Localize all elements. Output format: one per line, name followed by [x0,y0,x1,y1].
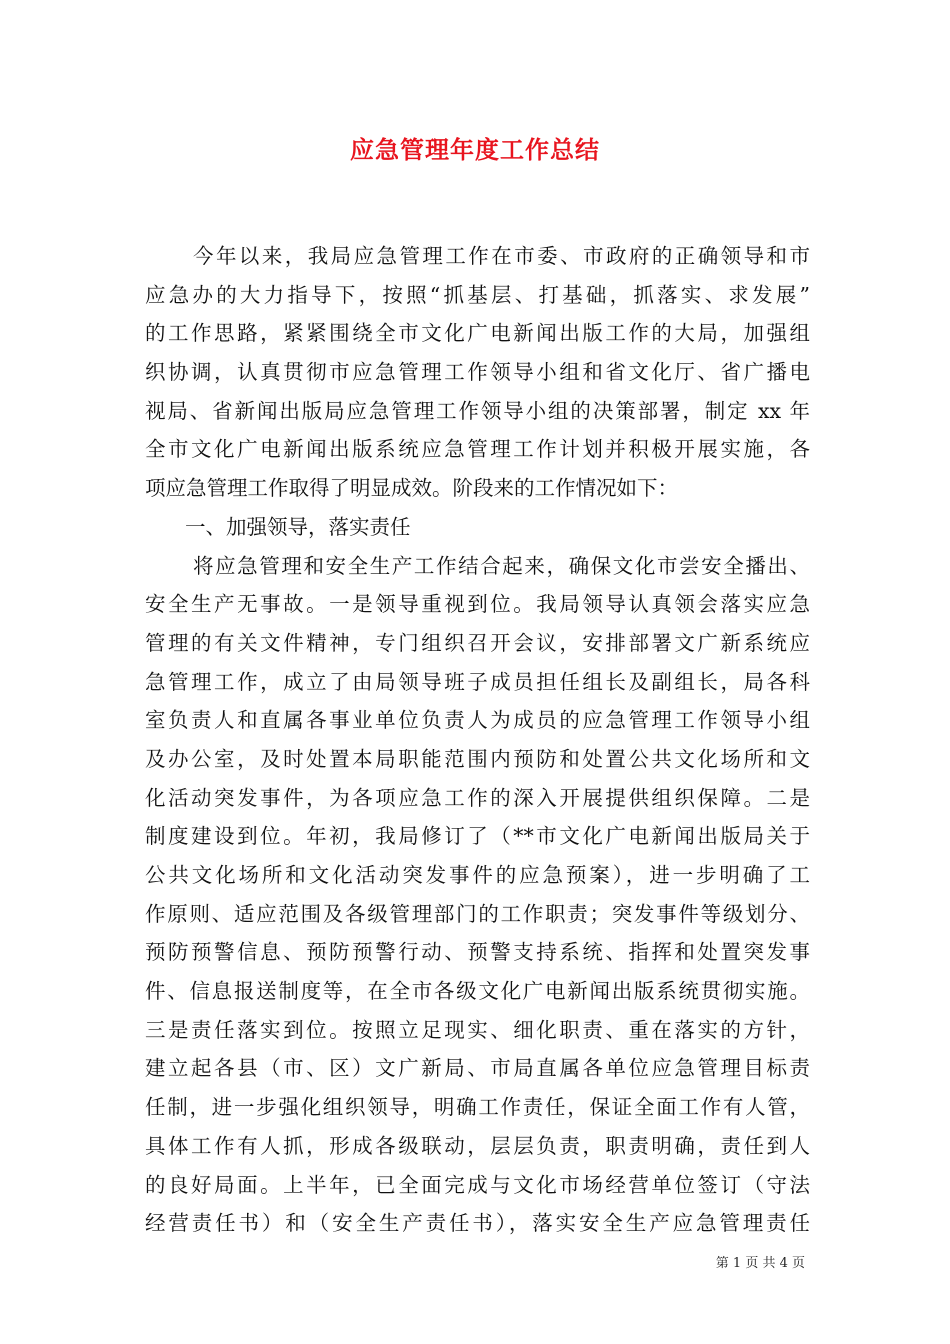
body-line: 三是责任落实到位。按照立足现实、细化职责、重在落实的方针， [145,1017,810,1042]
section-heading: 一、加强领导，落实责任 [185,514,411,539]
body-line: 作原则、适应范围及各级管理部门的工作职责；突发事件等级划分、 [145,901,810,926]
body-line: 急管理工作，成立了由局领导班子成员担任组长及副组长，局各科 [145,669,810,694]
body-line: 件、信息报送制度等，在全市各级文化广电新闻出版系统贯彻实施。 [145,979,810,1004]
body-line: 室负责人和直属各事业单位负责人为成员的应急管理工作领导小组 [145,708,810,733]
body-line: 全市文化广电新闻出版系统应急管理工作计划并积极开展实施，各 [145,437,810,462]
body-line: 化活动突发事件，为各项应急工作的深入开展提供组织保障。二是 [145,785,810,810]
document-title: 应急管理年度工作总结 [350,135,600,164]
body-line: 织协调，认真贯彻市应急管理工作领导小组和省文化厅、省广播电 [145,360,810,385]
body-line: 建立起各县（市、区）文广新局、市局直属各单位应急管理目标责 [145,1056,810,1081]
body-line: 项应急管理工作取得了明显成效。阶段来的工作情况如下： [145,476,678,501]
body-line: 任制，进一步强化组织领导，明确工作责任，保证全面工作有人管， [145,1095,810,1120]
body-line: 安全生产无事故。一是领导重视到位。我局领导认真领会落实应急 [145,592,810,617]
body-line: 应急办的大力指导下，按照“抓基层、打基础，抓落实、求发展” [145,282,810,307]
body-line: 视局、省新闻出版局应急管理工作领导小组的决策部署，制定 xx 年 [145,398,810,423]
body-line: 制度建设到位。年初，我局修订了（**市文化广电新闻出版局关于 [145,824,810,849]
body-line: 预防预警信息、预防预警行动、预警支持系统、指挥和处置突发事 [145,940,810,965]
page-number: 第 1 页 共 4 页 [715,1256,805,1271]
body-line: 将应急管理和安全生产工作结合起来，确保文化市尝安全播出、 [193,553,810,578]
body-line: 公共文化场所和文化活动突发事件的应急预案），进一步明确了工 [145,863,810,887]
body-line: 具体工作有人抓，形成各级联动，层层负责，职责明确，责任到人 [145,1133,810,1158]
body-line: 管理的有关文件精神，专门组织召开会议，安排部署文广新系统应 [145,630,810,655]
body-line: 经营责任书）和（安全生产责任书），落实安全生产应急管理责任 [145,1211,810,1236]
document-body [145,237,810,1243]
body-line: 的良好局面。上半年，已全面完成与文化市场经营单位签订（守法 [145,1172,810,1197]
body-line: 及办公室，及时处置本局职能范围内预防和处置公共文化场所和文 [145,746,810,771]
body-line: 今年以来，我局应急管理工作在市委、市政府的正确领导和市 [193,244,810,268]
body-line: 的工作思路，紧紧围绕全市文化广电新闻出版工作的大局，加强组 [145,321,810,346]
